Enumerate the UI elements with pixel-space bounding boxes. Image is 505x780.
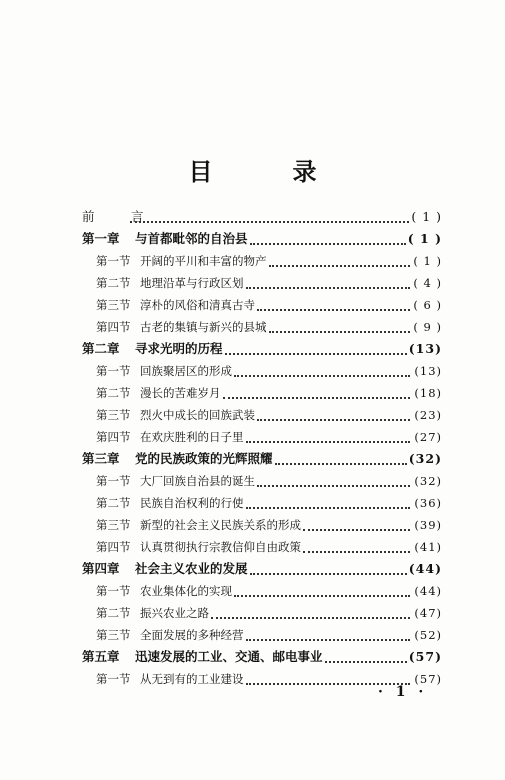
toc-entry-page: (13) — [408, 341, 442, 356]
toc-entry-label: 前 言 — [82, 209, 156, 224]
page-title: 目 录 — [188, 157, 345, 186]
toc-entry-section — [82, 294, 442, 316]
toc-leader-dots — [257, 471, 410, 487]
toc-entry-title: 社会主义农业的发展 — [135, 561, 248, 576]
toc-entry-preface — [82, 206, 442, 228]
toc-entry-page: (13) — [414, 364, 442, 378]
toc-entry-title: 烈火中成长的回族武装 — [140, 408, 255, 422]
toc-leader-dots — [234, 581, 410, 597]
toc-entry-title: 寻求光明的历程 — [135, 341, 223, 356]
toc-entry-chapter — [82, 338, 442, 360]
toc-entry-title: 大厂回族自治县的诞生 — [140, 474, 255, 488]
toc-leader-dots — [325, 647, 407, 663]
table-of-contents — [82, 206, 442, 690]
toc-entry-label: 第四节 — [96, 540, 131, 554]
toc-entry-title: 党的民族政策的光辉照耀 — [135, 451, 273, 466]
toc-entry-title: 从无到有的工业建设 — [140, 672, 244, 686]
toc-leader-dots — [211, 603, 410, 619]
toc-entry-label: 第五章 — [82, 649, 120, 664]
toc-leader-dots — [246, 669, 411, 685]
toc-entry-title: 新型的社会主义民族关系的形成 — [140, 518, 301, 532]
toc-entry-section — [82, 492, 442, 514]
toc-leader-dots — [269, 251, 411, 267]
toc-entry-section — [82, 624, 442, 646]
toc-entry-page: (32) — [408, 451, 442, 466]
toc-entry-page: (47) — [414, 606, 442, 620]
toc-entry-label: 第三节 — [96, 408, 131, 422]
toc-entry-section — [82, 360, 442, 382]
toc-entry-section — [82, 580, 442, 602]
toc-entry-page: (52) — [414, 628, 442, 642]
toc-entry-page: (18) — [414, 386, 442, 400]
toc-entry-label: 第三节 — [96, 628, 131, 642]
toc-leader-dots — [246, 273, 411, 289]
toc-entry-title: 认真贯彻执行宗教信仰自由政策 — [140, 540, 301, 554]
toc-leader-dots — [269, 317, 411, 333]
toc-entry-chapter — [82, 228, 442, 250]
toc-entry-page: (57) — [414, 672, 442, 686]
toc-entry-page: (44) — [414, 584, 442, 598]
toc-leader-dots — [246, 493, 411, 509]
toc-entry-label: 第二节 — [96, 276, 131, 290]
toc-entry-section — [82, 470, 442, 492]
page-number: · 1 · — [378, 684, 428, 700]
toc-entry-label: 第一节 — [96, 474, 131, 488]
toc-entry-title: 淳朴的风俗和清真古寺 — [140, 298, 255, 312]
toc-entry-page: (57) — [408, 649, 442, 664]
toc-entry-title: 迅速发展的工业、交通、邮电事业 — [135, 649, 323, 664]
toc-entry-label: 第四节 — [96, 320, 131, 334]
toc-entry-page: (36) — [414, 496, 442, 510]
toc-entry-label: 第一节 — [96, 584, 131, 598]
toc-entry-label: 第二节 — [96, 496, 131, 510]
toc-entry-label: 第三节 — [96, 298, 131, 312]
toc-entry-label: 第一节 — [96, 364, 131, 378]
toc-leader-dots — [223, 383, 411, 399]
toc-entry-page: (32) — [414, 474, 442, 488]
toc-entry-page: ( 4 ) — [413, 276, 442, 290]
toc-entry-title: 全面发展的多种经营 — [140, 628, 244, 642]
toc-entry-title: 与首都毗邻的自治县 — [135, 231, 248, 246]
toc-entry-title: 回族聚居区的形成 — [140, 364, 232, 378]
toc-entry-section — [82, 272, 442, 294]
toc-leader-dots — [250, 229, 406, 245]
toc-leader-dots — [246, 625, 411, 641]
toc-entry-title: 开阔的平川和丰富的物产 — [140, 254, 267, 268]
toc-leader-dots — [303, 537, 410, 553]
toc-entry-label: 第一节 — [96, 672, 131, 686]
toc-entry-label: 第二章 — [82, 341, 120, 356]
toc-entry-chapter — [82, 558, 442, 580]
toc-entry-section — [82, 250, 442, 272]
toc-entry-page: (27) — [414, 430, 442, 444]
toc-entry-label: 第四章 — [82, 561, 120, 576]
toc-entry-section — [82, 404, 442, 426]
toc-entry-section — [82, 382, 442, 404]
toc-entry-page: (41) — [414, 540, 442, 554]
toc-entry-label: 第三章 — [82, 451, 120, 466]
toc-entry-page: (44) — [408, 561, 442, 576]
toc-entry-title: 地理沿革与行政区划 — [140, 276, 244, 290]
toc-leader-dots — [246, 427, 411, 443]
toc-entry-title: 农业集体化的实现 — [140, 584, 232, 598]
toc-entry-chapter — [82, 646, 442, 668]
toc-leader-dots — [130, 207, 409, 223]
toc-entry-section — [82, 316, 442, 338]
toc-entry-label: 第二节 — [96, 606, 131, 620]
toc-entry-label: 第二节 — [96, 386, 131, 400]
toc-entry-section — [82, 536, 442, 558]
toc-entry-title: 民族自治权利的行使 — [140, 496, 244, 510]
toc-leader-dots — [257, 405, 410, 421]
toc-entry-label: 第一节 — [96, 254, 131, 268]
toc-leader-dots — [250, 559, 407, 575]
toc-entry-page: ( 1 ) — [413, 254, 442, 268]
toc-entry-chapter — [82, 448, 442, 470]
toc-entry-section — [82, 514, 442, 536]
toc-entry-page: (39) — [414, 518, 442, 532]
toc-leader-dots — [225, 339, 407, 355]
toc-entry-page: (23) — [414, 408, 442, 422]
toc-entry-title: 古老的集镇与新兴的县城 — [140, 320, 267, 334]
toc-leader-dots — [234, 361, 410, 377]
toc-entry-section — [82, 602, 442, 624]
toc-leader-dots — [275, 449, 407, 465]
toc-entry-label: 第三节 — [96, 518, 131, 532]
toc-entry-section — [82, 426, 442, 448]
toc-entry-label: 第一章 — [82, 231, 120, 246]
toc-entry-title: 漫长的苦难岁月 — [140, 386, 221, 400]
toc-entry-page: ( 9 ) — [413, 320, 442, 334]
toc-entry-page: ( 6 ) — [413, 298, 442, 312]
toc-leader-dots — [303, 515, 410, 531]
toc-entry-page: ( 1 ) — [407, 231, 442, 246]
toc-entry-page: ( 1 ) — [411, 209, 442, 224]
toc-entry-title: 在欢庆胜利的日子里 — [140, 430, 244, 444]
toc-leader-dots — [257, 295, 410, 311]
toc-entry-title: 振兴农业之路 — [140, 606, 209, 620]
toc-entry-label: 第四节 — [96, 430, 131, 444]
